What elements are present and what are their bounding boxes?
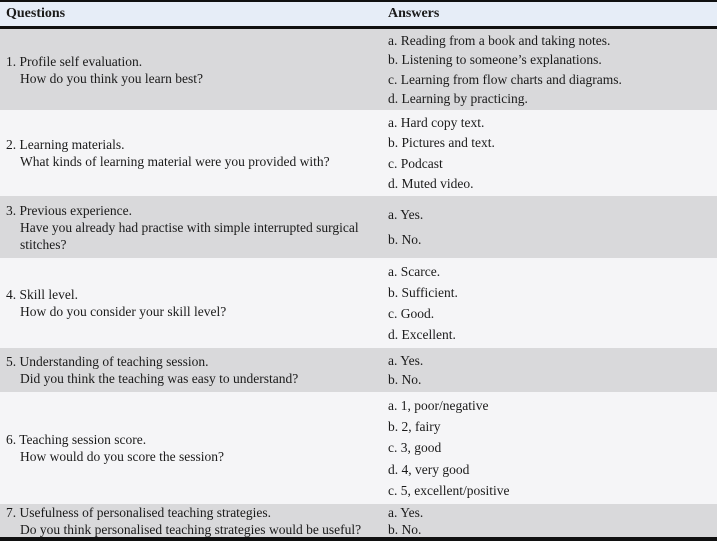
answer-option: b. No.: [388, 372, 422, 388]
question-title: 2. Learning materials.: [6, 137, 125, 152]
answer-option: c. Learning from flow charts and diagrams.: [388, 71, 622, 87]
answer-option: c. 3, good: [388, 440, 442, 456]
table-row: [0, 29, 717, 110]
answer-option: d. 4, very good: [388, 461, 470, 477]
table-row: [0, 196, 717, 258]
answer-option: a. Yes.: [388, 206, 424, 222]
question-text: How do you think you learn best?: [20, 70, 203, 86]
answer-option: b. Sufficient.: [388, 285, 458, 300]
answer-option: a. Hard copy text.: [388, 115, 485, 131]
column-header-answers: Answers: [388, 6, 440, 21]
answers-cell: [388, 29, 717, 110]
answers-cell: [388, 392, 717, 504]
table-row: [0, 392, 717, 504]
table-row: [0, 258, 717, 348]
answer-option: d. Excellent.: [388, 327, 456, 342]
answers-cell: [388, 348, 717, 392]
answer-option: a. 1, poor/negative: [388, 398, 489, 414]
question-text: Did you think the teaching was easy to understand?: [20, 371, 299, 386]
table-row: [0, 348, 717, 392]
question-cell: [0, 196, 388, 258]
question-text: What kinds of learning material were you provided with?: [20, 154, 330, 169]
answers-cell: [388, 196, 717, 258]
question-title: 1. Profile self evaluation.: [6, 53, 143, 69]
column-header-questions: Questions: [6, 6, 66, 21]
answers-cell: [388, 110, 717, 196]
question-title: 5. Understanding of teaching session.: [6, 354, 209, 369]
answers-cell: [388, 258, 717, 348]
question-cell: [0, 258, 388, 348]
question-text: Have you already had practise with simple interrupted surgical: [20, 219, 359, 235]
question-title: 3. Previous experience.: [6, 202, 132, 218]
question-title: 6. Teaching session score.: [6, 432, 147, 447]
answer-option: a. Scarce.: [388, 264, 441, 279]
answer-option: b. Pictures and text.: [388, 135, 495, 151]
table-row: [0, 504, 717, 537]
question-title: 4. Skill level.: [6, 287, 78, 302]
answer-option: b. Listening to someone’s explanations.: [388, 52, 602, 68]
question-cell: [0, 29, 388, 110]
answer-option: d. Muted video.: [388, 175, 474, 191]
answer-option: c. Good.: [388, 306, 435, 321]
answer-option: c. 5, excellent/positive: [388, 482, 510, 498]
question-cell: [0, 392, 388, 504]
answer-option: d. Learning by practicing.: [388, 90, 528, 106]
bottom-rule: [0, 537, 717, 541]
question-title: 7. Usefulness of personalised teaching strategies.: [6, 505, 272, 520]
answer-option: b. 2, fairy: [388, 419, 441, 435]
question-text: How would do you score the session?: [20, 449, 224, 464]
answer-option: a. Reading from a book and taking notes.: [388, 33, 611, 49]
question-cell: [0, 504, 388, 538]
question-text: How do you consider your skill level?: [20, 304, 227, 319]
answer-option: a. Yes.: [388, 505, 424, 521]
table-row: [0, 110, 717, 196]
answer-option: b. No.: [388, 521, 422, 537]
question-text: Do you think personalised teaching strategies would be useful?: [20, 522, 362, 537]
question-text: stitches?: [20, 236, 67, 252]
answer-option: a. Yes.: [388, 352, 424, 368]
answer-option: c. Podcast: [388, 155, 443, 171]
answer-option: b. No.: [388, 232, 422, 248]
answers-cell: [388, 504, 717, 538]
table-header-row: [0, 2, 717, 26]
question-cell: [0, 110, 388, 196]
question-cell: [0, 348, 388, 392]
